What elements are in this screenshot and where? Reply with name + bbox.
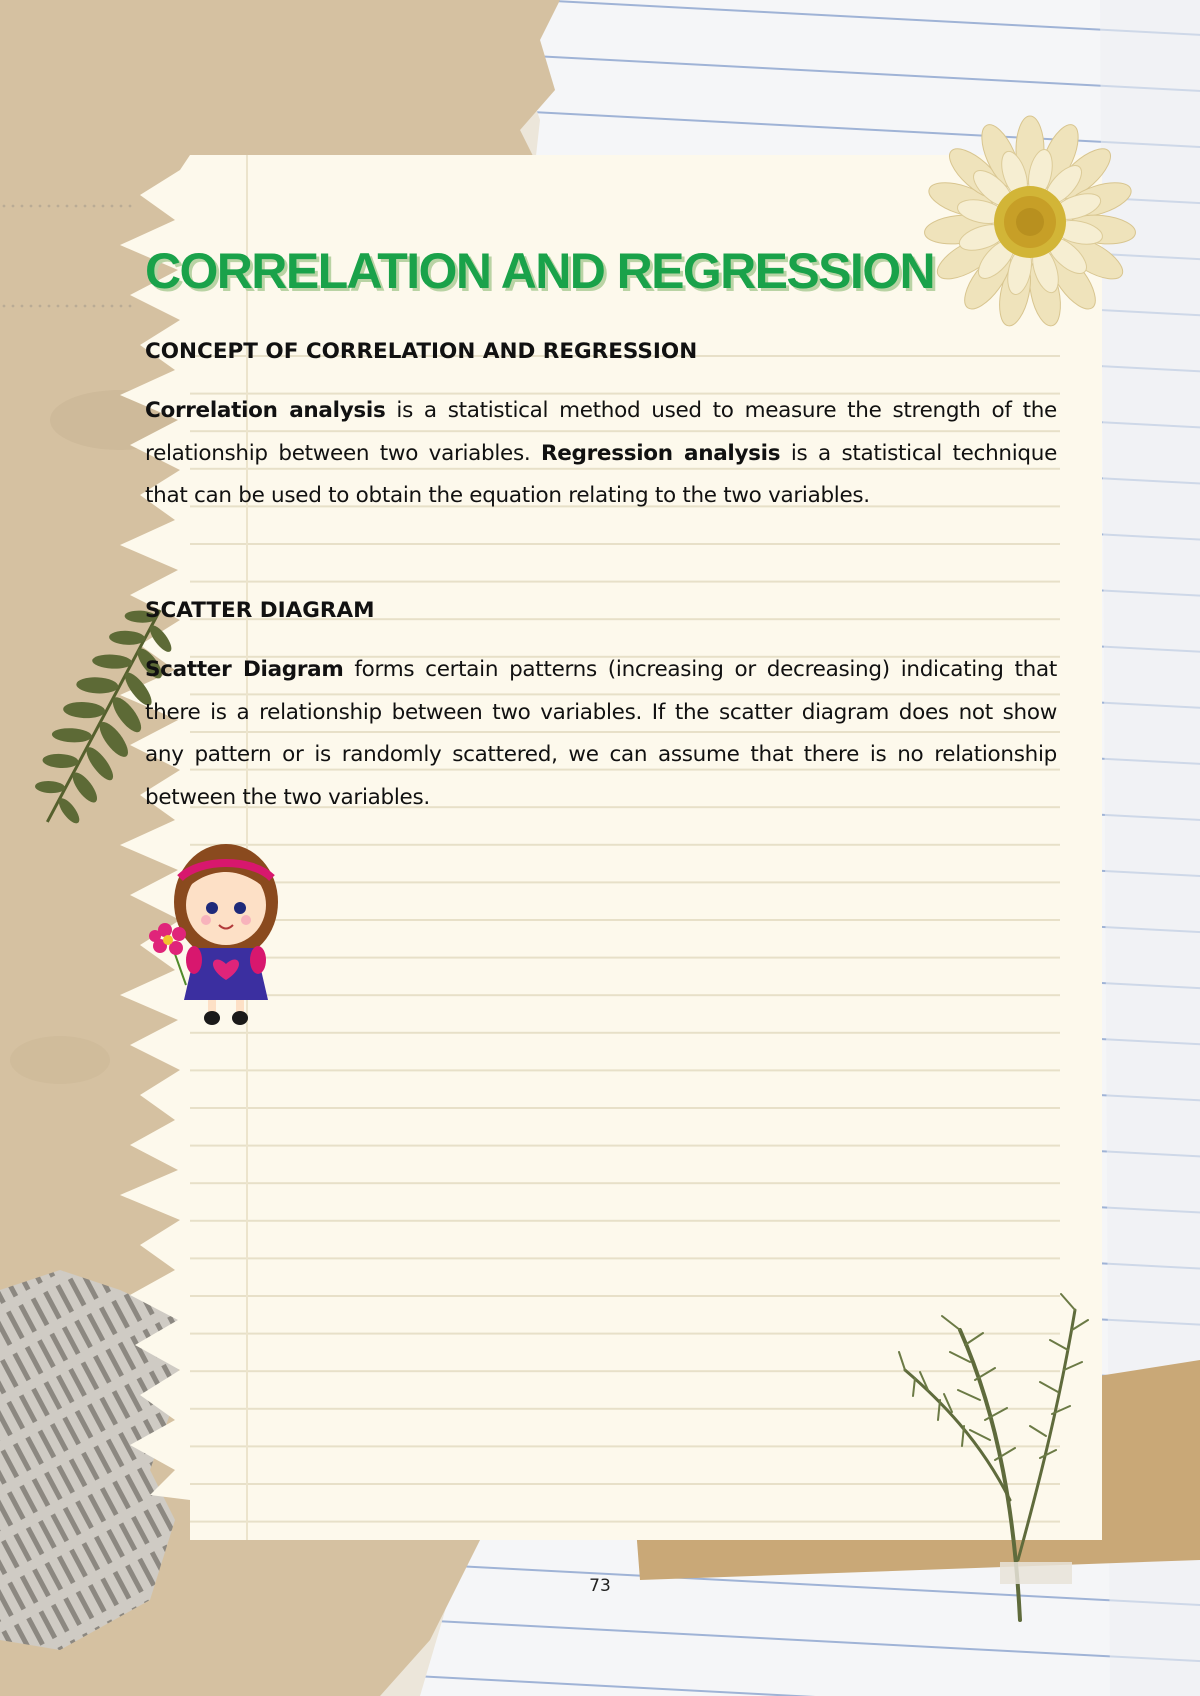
term-regression-analysis: Regression analysis	[541, 440, 781, 466]
text-scatter-definition: forms certain patterns (increasing or decreasing) indicating that there is a relationship between two variables. If the scatter diagram does not show any pattern or is randomly scattered, we can assume that there is no relationship between the two variables.	[145, 657, 1057, 810]
page-title: CORRELATION AND REGRESSION	[145, 243, 934, 299]
tape-strip	[1000, 1562, 1072, 1584]
term-scatter-diagram: Scatter Diagram	[145, 657, 344, 682]
section-heading-scatter: SCATTER DIAGRAM	[145, 598, 375, 623]
paragraph-scatter	[145, 649, 1057, 819]
section-heading-concept: CONCEPT OF CORRELATION AND REGRESSION	[145, 339, 698, 364]
page-number: 73	[589, 1576, 611, 1596]
text-regression-definition: is a statistical technique that can be used to obtain the equation relating to the two variables.	[145, 440, 1058, 508]
text-correlation-definition: is a statistical method used to measure the strength of the relationship between two variables.	[145, 398, 1057, 466]
paragraph-concept	[145, 390, 1057, 518]
term-correlation-analysis: Correlation analysis	[145, 398, 386, 423]
